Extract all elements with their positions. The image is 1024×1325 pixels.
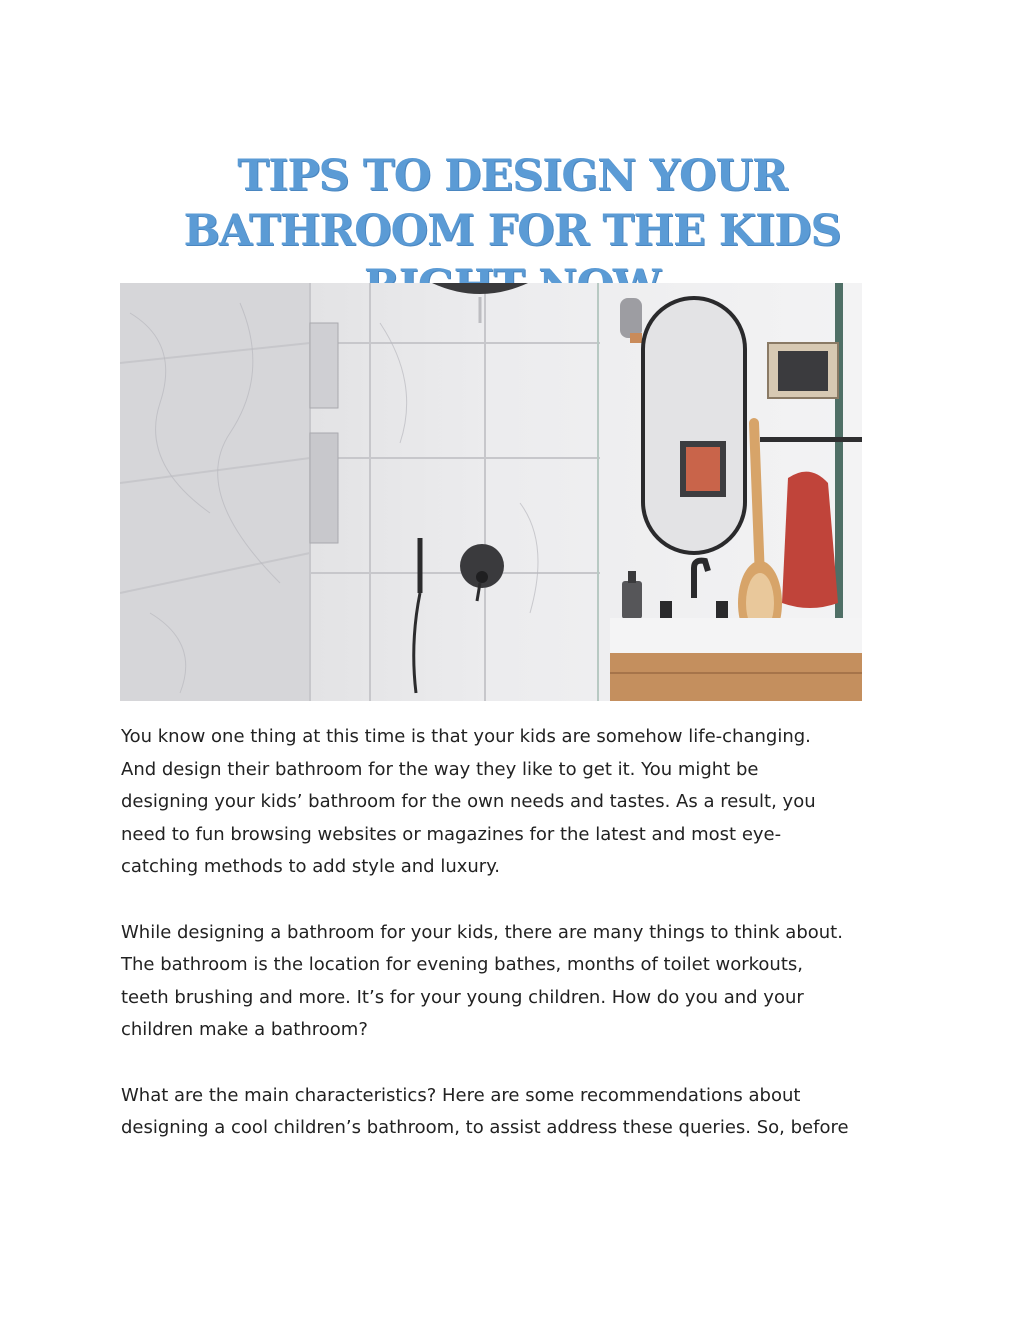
paragraph-line: While designing a bathroom for your kids, there are many things to think about. xyxy=(121,921,843,943)
paragraph-2 xyxy=(121,917,921,1047)
paragraph-line: And design their bathroom for the way they like to get it. You might be xyxy=(121,758,759,780)
paragraph-line: catching methods to add style and luxury. xyxy=(121,856,501,878)
title-line-2: BATHROOM FOR THE KIDS xyxy=(183,205,841,256)
paragraph-line: need to fun browsing websites or magazines for the latest and most eye- xyxy=(121,823,782,845)
bathroom-photo xyxy=(120,283,862,701)
paragraph-line: teeth brushing and more. It’s for your young children. How do you and your xyxy=(121,986,804,1008)
paragraph-1 xyxy=(121,721,921,884)
paragraph-line: designing your kids’ bathroom for the own needs and tastes. As a result, you xyxy=(121,791,816,813)
paragraph-3 xyxy=(121,1080,921,1145)
paragraph-line: You know one thing at this time is that your kids are somehow life-changing. xyxy=(121,726,811,747)
paragraph-line: The bathroom is the location for evening bathes, months of toilet workouts, xyxy=(121,954,803,976)
paragraph-line: designing a cool children’s bathroom, to assist address these queries. So, before xyxy=(121,1117,849,1139)
paragraph-line: What are the main characteristics? Here are some recommendations about xyxy=(121,1084,801,1106)
article-body xyxy=(121,721,921,1177)
title-line-1: TIPS TO DESIGN YOUR xyxy=(237,150,787,201)
paragraph-line: children make a bathroom? xyxy=(121,1019,368,1041)
